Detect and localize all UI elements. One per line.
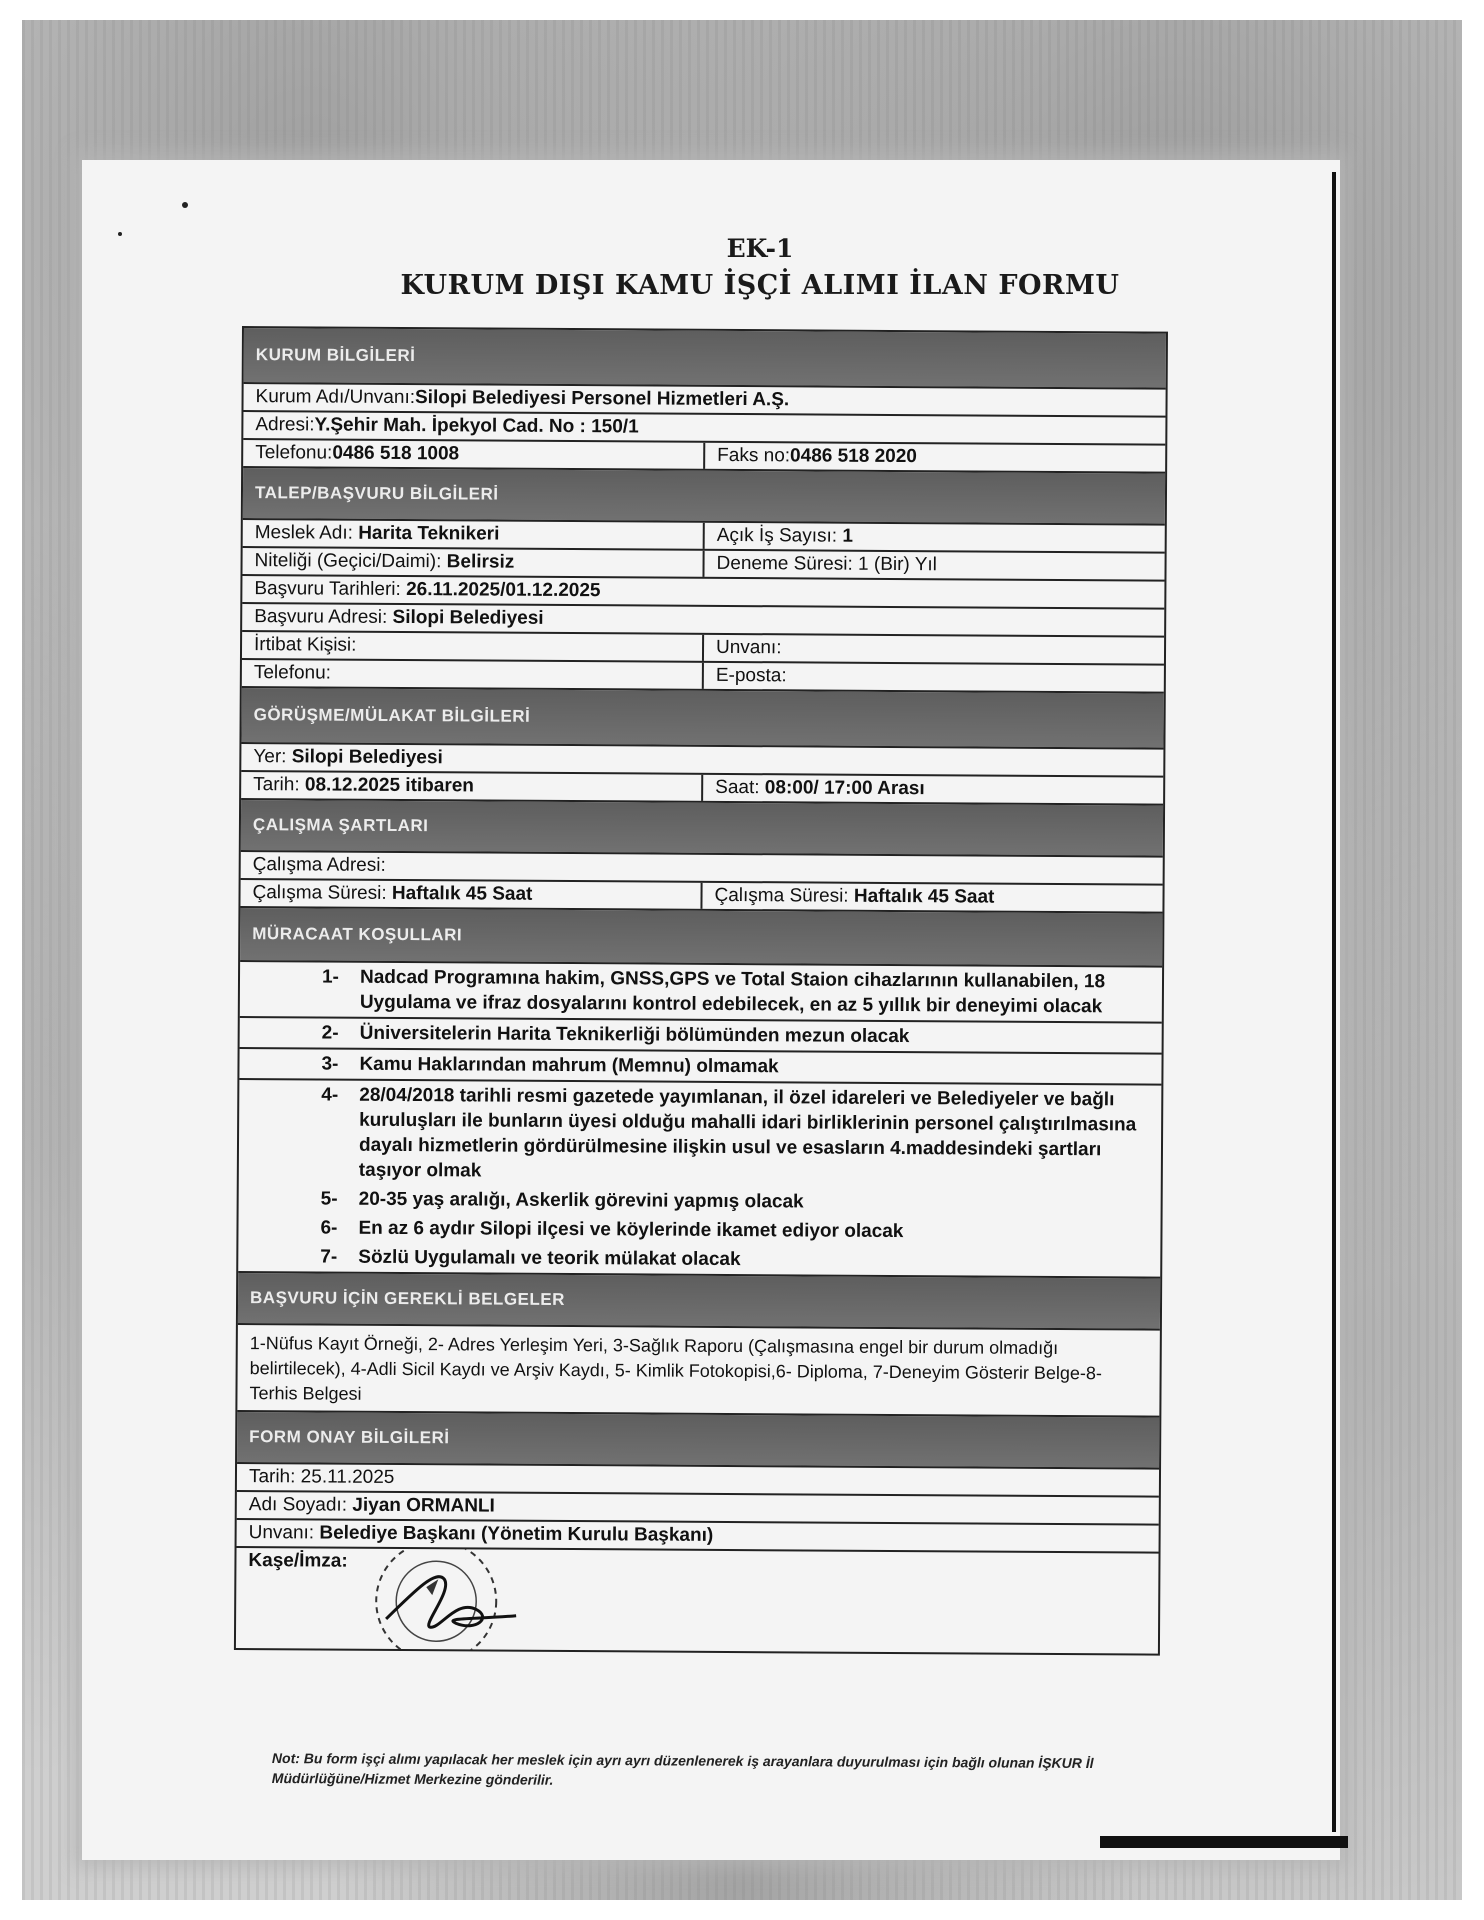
note-label: Not: xyxy=(271,1750,300,1767)
condition-number: 4- xyxy=(321,1084,339,1106)
institution-phone-label: Telefonu: xyxy=(255,442,333,464)
institution-fax-label: Faks no: xyxy=(717,444,791,467)
interview-place-label: Yer: xyxy=(253,746,287,768)
institution-phone-value: 0486 518 1008 xyxy=(332,442,460,465)
note-text: Bu form işçi alımı yapılacak her meslek için ayrı ayrı düzenlenerek iş arayanlara duyurulması için bağlı olunan İŞKUR İl Müdürlüğüne/Hizmet Merkezine gönderilir. xyxy=(271,1750,1094,1788)
condition-number: 1- xyxy=(321,966,339,988)
stamp-signature-icon xyxy=(326,1549,547,1650)
section-header-kurum: KURUM BİLGİLERİ xyxy=(244,328,1166,390)
condition-text: Kamu Haklarından mahrum (Memnu) olmamak xyxy=(359,1053,779,1078)
section-header-talep: TALEP/BAŞVURU BİLGİLERİ xyxy=(243,468,1165,526)
work-duration-value: Haftalık 45 Saat xyxy=(391,882,533,905)
signature-row xyxy=(236,1548,1159,1654)
footer-note xyxy=(272,1748,1192,1794)
condition-text: 28/04/2018 tarihli resmi gazetede yayımlanan, il özel idareleri ve Belediyeler ve bağlı kuruluşları ile bunların üyesi olduğu mahalli idari birliklerinin personel çalıştırılmasına dayalı hizmetlerin gördürülmesine ilişkin usul ve esasların 4.maddesindeki şartları taşıyor olmak xyxy=(358,1084,1137,1182)
approver-title-value: Belediye Başkanı (Yönetim Kurulu Başkanı) xyxy=(319,1522,714,1546)
application-address-value: Silopi Belediyesi xyxy=(392,606,544,629)
annex-label: EK-1 xyxy=(726,234,794,263)
open-positions-value: 1 xyxy=(842,525,854,547)
job-value: Harita Teknikeri xyxy=(358,522,500,545)
approver-name-label: Adı Soyadı: xyxy=(248,1494,348,1516)
trial-period-value: 1 (Bir) Yıl xyxy=(858,553,937,576)
condition-text: Üniversitelerin Harita Teknikerliği bölümünden mezun olacak xyxy=(359,1022,910,1048)
section-header-calisma: ÇALIŞMA ŞARTLARI xyxy=(241,800,1163,858)
condition-item xyxy=(240,962,1162,1024)
condition-number: 5- xyxy=(320,1188,338,1210)
job-label: Meslek Adı: xyxy=(254,522,354,544)
scan-speck xyxy=(118,232,122,236)
institution-fax-value: 0486 518 2020 xyxy=(790,445,917,468)
contact-email-label: E-posta: xyxy=(715,664,787,687)
condition-text: Sözlü Uygulamalı ve teorik mülakat olacak xyxy=(358,1246,741,1271)
approval-date-label: Tarih: xyxy=(248,1466,296,1488)
approval-date-value: 25.11.2025 xyxy=(300,1466,395,1488)
condition-text: Nadcad Programına hakim, GNSS,GPS ve Total Staion cihazlarının kullanabilen, 18 Uygulama ve ifraz dosyalarını kontrol edebilecek, en az 5 yıllık bir deneyimi olacak xyxy=(359,966,1106,1018)
application-dates-value: 26.11.2025/01.12.2025 xyxy=(406,579,601,602)
contact-phone-label: Telefonu: xyxy=(253,662,332,684)
interview-place-value: Silopi Belediyesi xyxy=(291,746,443,769)
work-duration-label: Çalışma Süresi: xyxy=(714,884,849,907)
required-documents-text: 1-Nüfus Kayıt Örneği, 2- Adres Yerleşim Yeri, 3-Sağlık Raporu (Çalışmasına engel bir durum olmadığı belirtilecek), 4-Adli Sicil Kaydı ve Arşiv Kaydı, 5- Kimlik Fotokopisi,6- Diploma, 7-Deneyim Gösterir Belge-8- Terhis Belgesi xyxy=(237,1325,1160,1418)
condition-text: En az 6 aydır Silopi ilçesi ve köylerinde ikamet ediyor olacak xyxy=(358,1217,904,1243)
section-header-muracaat: MÜRACAAT KOŞULLARI xyxy=(240,908,1162,968)
interview-date-value: 08.12.2025 itibaren xyxy=(304,774,475,797)
condition-number: 2- xyxy=(321,1022,339,1044)
condition-number: 6- xyxy=(320,1217,338,1239)
open-positions-label: Açık İş Sayısı: xyxy=(716,524,838,547)
scan-speck xyxy=(182,202,188,208)
page-edge-line xyxy=(1332,172,1336,1832)
interview-time-label: Saat: xyxy=(715,776,760,799)
section-header-onay: FORM ONAY BİLGİLERİ xyxy=(237,1412,1159,1470)
institution-name-value: Silopi Belediyesi Personel Hizmetleri A.Ş. xyxy=(414,387,790,411)
work-address-label: Çalışma Adresi: xyxy=(252,854,386,876)
institution-address-value: Y.Şehir Mah. İpekyol Cad. No : 150/1 xyxy=(314,414,639,438)
condition-number: 7- xyxy=(320,1246,338,1268)
announcement-form xyxy=(234,326,1168,1656)
contact-title-label: Unvanı: xyxy=(715,636,782,659)
work-duration-value: Haftalık 45 Saat xyxy=(853,885,995,908)
work-duration-label: Çalışma Süresi: xyxy=(252,882,387,904)
institution-address-label: Adresi: xyxy=(255,414,315,436)
contact-person-label: İrtibat Kişisi: xyxy=(253,634,357,656)
condition-number: 3- xyxy=(321,1053,339,1075)
nature-label: Niteliği (Geçici/Daimi): xyxy=(254,550,442,573)
interview-time-value: 08:00/ 17:00 Arası xyxy=(764,777,925,800)
condition-text: 20-35 yaş aralığı, Askerlik görevini yapmış olacak xyxy=(358,1188,804,1213)
trial-period-label: Deneme Süresi: xyxy=(716,552,853,575)
approver-name-value: Jiyan ORMANLI xyxy=(352,1494,495,1517)
application-dates-label: Başvuru Tarihleri: xyxy=(254,578,401,600)
interview-date-label: Tarih: xyxy=(253,774,300,796)
page-bottom-edge-line xyxy=(1100,1836,1348,1848)
page-title: KURUM DIŞI KAMU İŞÇİ ALIMI İLAN FORMU xyxy=(400,270,1120,301)
application-address-label: Başvuru Adresi: xyxy=(254,606,388,628)
condition-item xyxy=(239,1080,1162,1190)
section-header-belgeler: BAŞVURU İÇİN GEREKLİ BELGELER xyxy=(238,1273,1160,1331)
section-header-gorusme: GÖRÜŞME/MÜLAKAT BİLGİLERİ xyxy=(241,688,1163,750)
approver-title-label: Unvanı: xyxy=(248,1522,315,1544)
institution-name-label: Kurum Adı/Unvanı: xyxy=(255,386,416,409)
nature-value: Belirsiz xyxy=(446,551,515,573)
signature-label: Kaşe/İmza: xyxy=(248,1550,348,1572)
